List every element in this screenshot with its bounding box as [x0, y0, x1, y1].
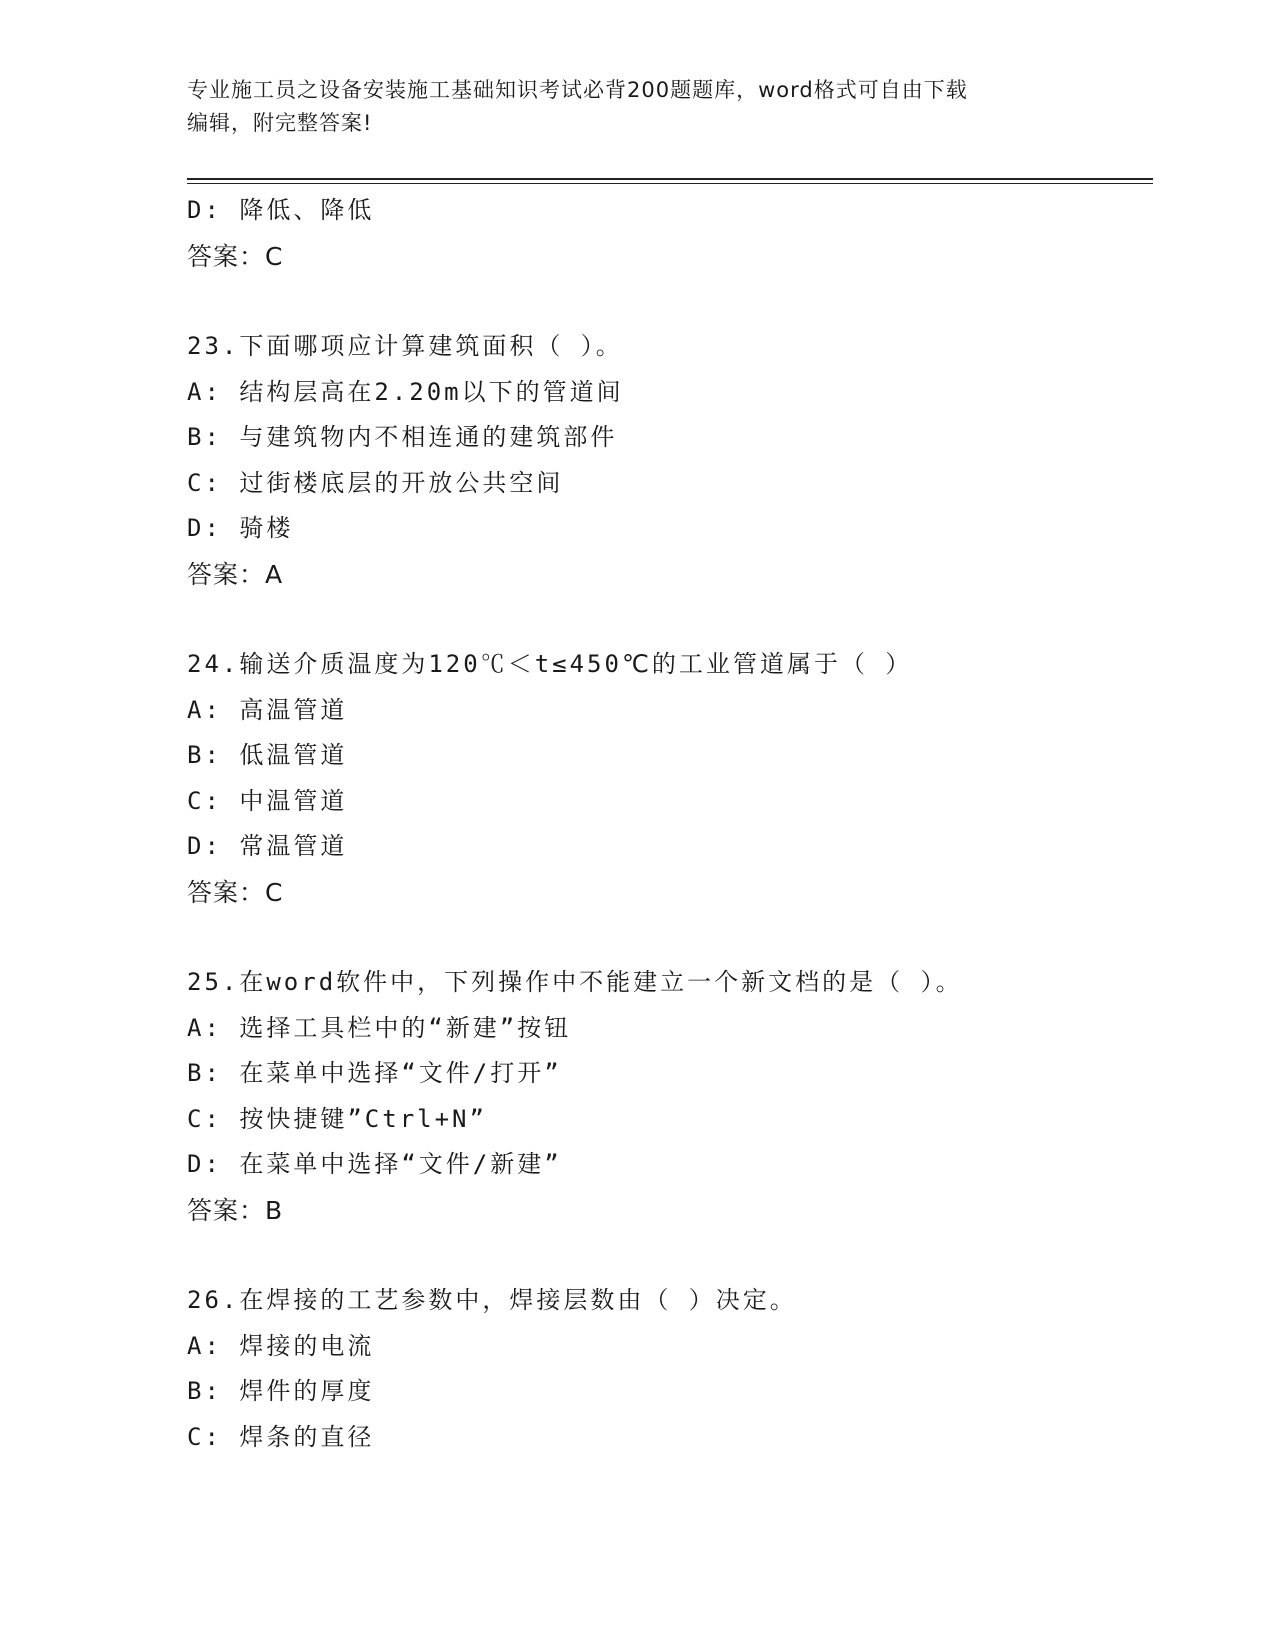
question-list: [187, 188, 1153, 1460]
option-text: D: 常温管道: [187, 832, 348, 860]
option-text: B: 在菜单中选择“文件/打开”: [187, 1059, 562, 1087]
option-text: C: 过街楼底层的开放公共空间: [187, 468, 564, 497]
answer-text: 答案：C: [187, 877, 284, 907]
option-text: D: 降低、降低: [187, 196, 375, 224]
page-header: [187, 74, 1087, 140]
option-text: A: 高温管道: [187, 695, 348, 724]
spacer: [187, 597, 1153, 642]
answer-text: 答案：A: [187, 559, 284, 589]
option-text: C: 焊条的直径: [187, 1422, 375, 1451]
option-text: B: 与建筑物内不相连通的建筑部件: [187, 423, 618, 451]
question-text: 25.在word软件中，下列操作中不能建立一个新文档的是（ ）。: [187, 968, 963, 996]
spacer: [187, 915, 1153, 960]
option-text: A: 结构层高在2.20m以下的管道间: [187, 377, 624, 406]
option-text: C: 按快捷键”Ctrl+N”: [187, 1104, 487, 1133]
spacer: [187, 1233, 1153, 1278]
header-divider: [187, 178, 1153, 184]
answer-text: 答案：C: [187, 241, 284, 271]
option-text: A: 选择工具栏中的“新建”按钮: [187, 1013, 572, 1042]
question-text: 23.下面哪项应计算建筑面积（ ）。: [187, 332, 623, 360]
option-text: B: 焊件的厚度: [187, 1377, 375, 1405]
option-text: D: 在菜单中选择“文件/新建”: [187, 1150, 562, 1178]
answer-text: 答案：B: [187, 1195, 284, 1225]
option-text: B: 低温管道: [187, 741, 348, 769]
option-text: D: 骑楼: [187, 514, 294, 542]
option-text: A: 焊接的电流: [187, 1331, 375, 1360]
question-text: 26.在焊接的工艺参数中，焊接层数由（ ）决定。: [187, 1286, 797, 1314]
spacer: [187, 279, 1153, 324]
option-text: C: 中温管道: [187, 786, 348, 815]
header-title-line-1: 专业施工员之设备安装施工基础知识考试必背200题题库，word格式可自由下载: [187, 78, 968, 102]
question-text: 24.输送介质温度为120℃＜t≤450℃的工业管道属于（ ）: [187, 650, 913, 678]
header-title-line-2: 编辑，附完整答案!: [187, 111, 373, 135]
